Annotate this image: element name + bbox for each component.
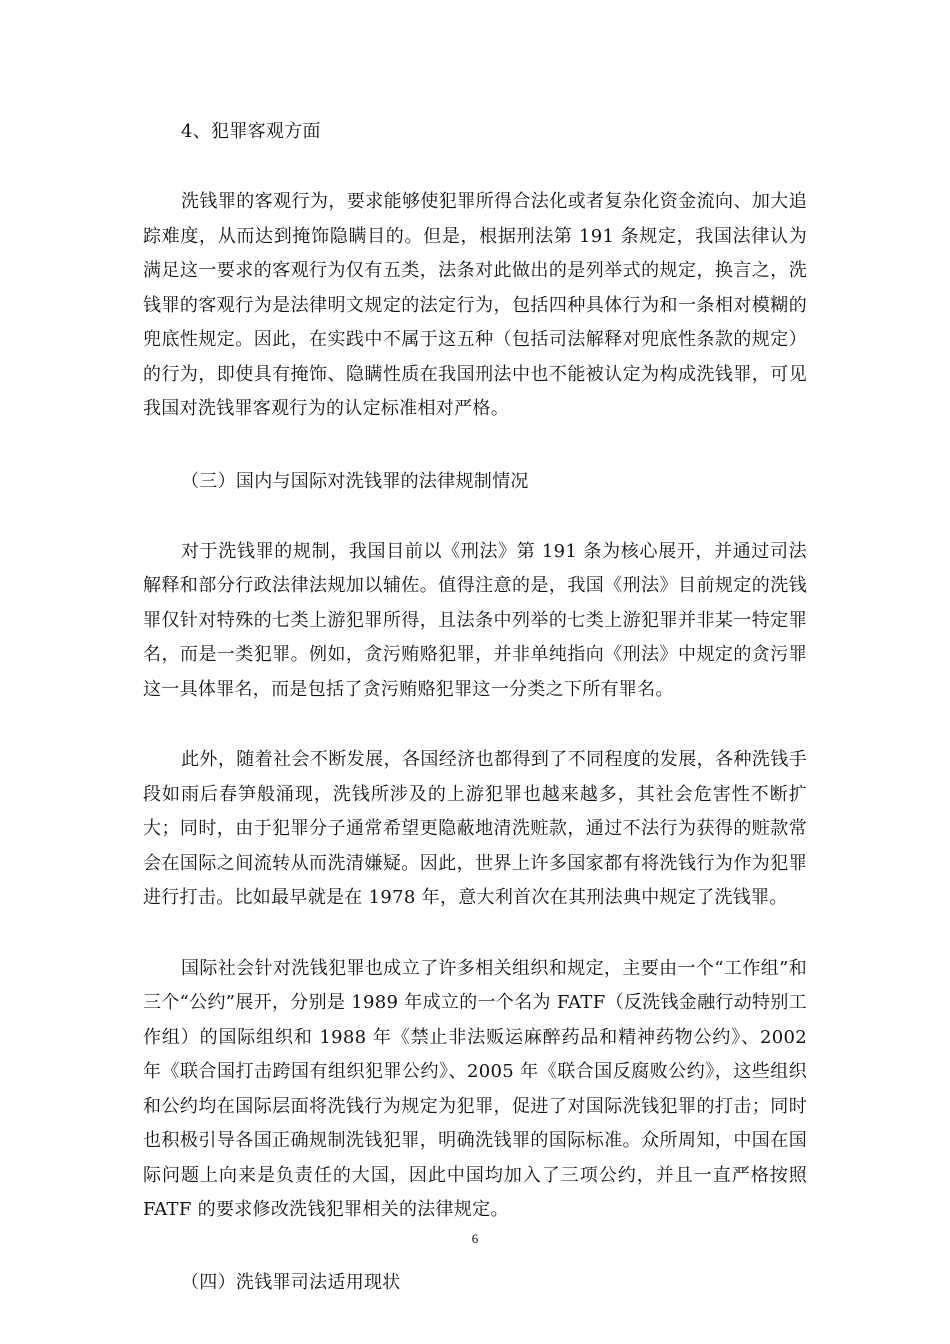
page-number: 6 xyxy=(471,1231,479,1246)
section-heading-application: （四）洗钱罪司法适用现状 xyxy=(181,1271,401,1293)
section-heading-objective: 4、犯罪客观方面 xyxy=(181,121,321,142)
page-body xyxy=(143,113,807,1302)
section-heading-regulation: （三）国内与国际对洗钱罪的法律规制情况 xyxy=(181,470,529,492)
paragraph-development: 此外，随着社会不断发展，各国经济也都得到了不同程度的发展，各种洗钱手段如雨后春笋般涌现，洗钱所涉及的上游犯罪也越来越多，其社会危害性不断扩大；同时，由于犯罪分子通常希望更隐蔽地清洗赃款，通过不法行为获得的赃款常会在国际之间流转从而洗清嫌疑。因此，世界上许多国家都有将洗钱行为作为犯罪进行打击。比如最早就是在 1978 年，意大利首次在其刑法典中规定了洗钱罪。 xyxy=(143,749,807,908)
paragraph-international-regulation: 国际社会针对洗钱犯罪也成立了许多相关组织和规定，主要由一个“工作组”和三个“公约”展开，分别是 1989 年成立的一个名为 FATF（反洗钱金融行动特别工作组）的国际组织和 1988 年《禁止非法贩运麻醉药品和精神药物公约》、2002 年《联合国打击跨国有组织犯罪公约》、2005 年《联合国反腐败公约》，这些组织和公约均在国际层面将洗钱行为规定为犯罪，促进了对国际洗钱犯罪的打击；同时也积极引导各国正确规制洗钱犯罪，明确洗钱罪的国际标准。众所周知，中国在国际问题上向来是负责任的大国，因此中国均加入了三项公约，并且一直严格按照 FATF 的要求修改洗钱犯罪相关的法律规定。 xyxy=(143,957,807,1220)
paragraph-domestic-regulation: 对于洗钱罪的规制，我国目前以《刑法》第 191 条为核心展开，并通过司法解释和部分行政法律法规加以辅佐。值得注意的是，我国《刑法》目前规定的洗钱罪仅针对特殊的七类上游犯罪所得，且法条中列举的七类上游犯罪并非某一特定罪名，而是一类犯罪。例如，贪污贿赂犯罪，并非单纯指向《刑法》中规定的贪污罪这一具体罪名，而是包括了贪污贿赂犯罪这一分类之下所有罪名。 xyxy=(143,540,807,700)
paragraph-objective-behavior: 洗钱罪的客观行为，要求能够使犯罪所得合法化或者复杂化资金流向、加大追踪难度，从而达到掩饰隐瞒目的。但是，根据刑法第 191 条规定，我国法律认为满足这一要求的客观行为仅有五类，法条对此做出的是列举式的规定，换言之，洗钱罪的客观行为是法律明文规定的法定行为，包括四种具体行为和一条相对模糊的兜底性规定。因此，在实践中不属于这五种（包括司法解释对兜底性条款的规定）的行为，即使具有掩饰、隐瞒性质在我国刑法中也不能被认定为构成洗钱罪，可见我国对洗钱罪客观行为的认定标准相对严格。 xyxy=(143,191,807,419)
